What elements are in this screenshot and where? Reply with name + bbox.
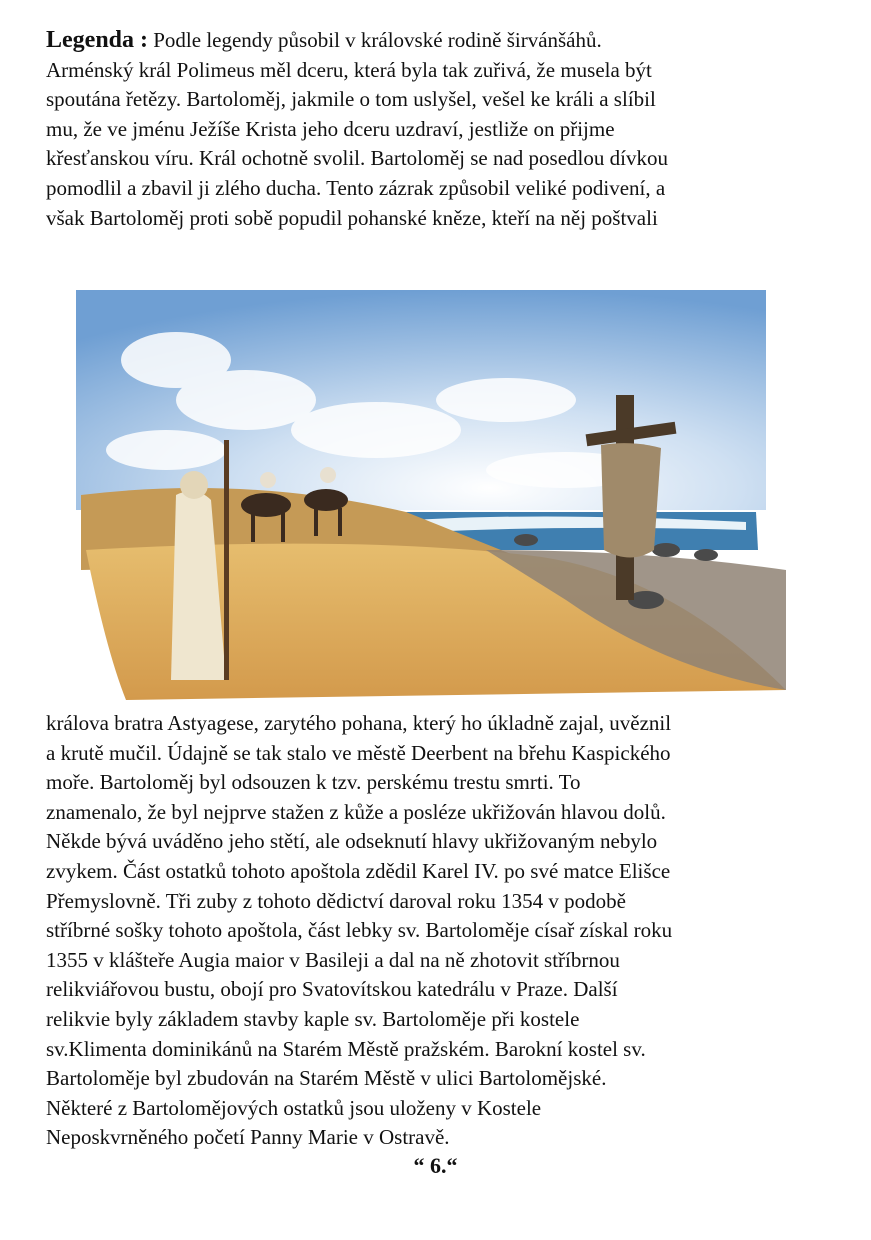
painting-illustration	[46, 250, 794, 708]
text-line: Arménský král Polimeus měl dceru, která byla tak zuřivá, že musela být	[46, 57, 652, 82]
text-line: znamenalo, že byl nejprve stažen z kůže a posléze ukřižován hlavou dolů.	[46, 799, 666, 824]
text-line: stříbrné sošky tohoto apoštola, část lebky sv. Bartoloměje císař získal roku	[46, 918, 673, 943]
text-line-content: Podle legendy působil v královské rodině širvánšáhů.	[153, 28, 602, 52]
text-line: Neposkvrněného početí Panny Marie v Ostravě.	[46, 1125, 450, 1150]
text-line: však Bartoloměj proti sobě popudil pohanské kněze, kteří na něj poštvali	[46, 205, 658, 230]
text-line: pomodlil a zbavil ji zlého ducha. Tento zázrak způsobil veliké podivení, a	[46, 175, 666, 200]
text-line: relikvie byly základem stavby kaple sv. Bartoloměje při kostele	[46, 1006, 580, 1031]
text-line: moře. Bartoloměj byl odsouzen k tzv. perskému trestu smrti. To	[46, 770, 581, 795]
text-line: sv.Klimenta dominikánů na Starém Městě pražském. Barokní kostel sv.	[46, 1036, 646, 1061]
text-line: mu, že ve jménu Ježíše Krista jeho dceru uzdraví, jestliže on přijme	[46, 116, 615, 141]
text-line: a krutě mučil. Údajně se tak stalo ve městě Deerbent na břehu Kaspického	[46, 740, 671, 765]
text-line: Někde bývá uváděno jeho stětí, ale odseknutí hlavy ukřižovaným nebylo	[46, 829, 658, 854]
text-line: králova bratra Astyagese, zarytého pohana, který ho úkladně zajal, uvěznil	[46, 711, 672, 735]
text-line: křesťanskou víru. Král ochotně svolil. Bartoloměj se nad posedlou dívkou	[46, 146, 668, 171]
text-line: spoutána řetězy. Bartoloměj, jakmile o tom uslyšel, vešel ke králi a slíbil	[46, 87, 656, 112]
legend-paragraph-top	[46, 26, 806, 233]
text-line: Přemyslovně. Tři zuby z tohoto dědictví daroval roku 1354 v podobě	[46, 888, 626, 913]
legend-label: Legenda :	[46, 27, 148, 53]
text-line: relikviářovou bustu, obojí pro Svatovítskou katedrálu v Praze. Další	[46, 977, 618, 1002]
text-line: Bartoloměje byl zbudován na Starém Městě v ulici Bartolomějské.	[46, 1066, 607, 1091]
text-line	[46, 26, 806, 56]
page-number: “ 6.“	[413, 1153, 458, 1178]
text-line: 1355 v klášteře Augia maior v Basileji a dal na ně zhotovit stříbrnou	[46, 947, 620, 972]
legend-paragraph-bottom	[46, 709, 806, 1153]
text-line: Některé z Bartolomějových ostatků jsou uloženy v Kostele	[46, 1095, 542, 1120]
text-line: zvykem. Část ostatků tohoto apoštola zdědil Karel IV. po své matce Elišce	[46, 858, 671, 883]
